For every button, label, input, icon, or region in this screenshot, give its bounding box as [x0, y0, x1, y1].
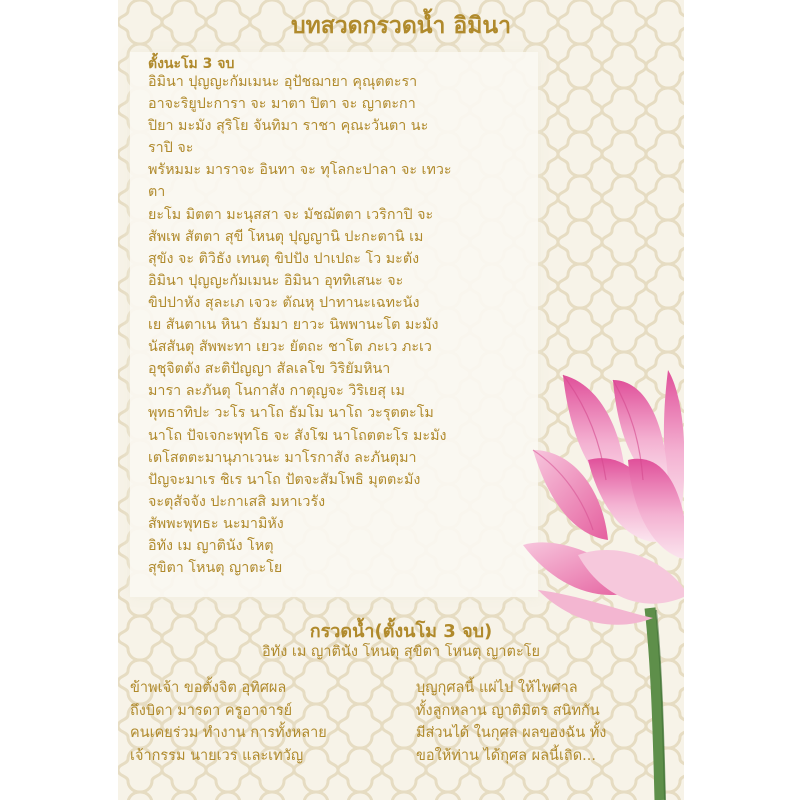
verse-line: สัพพะพุทธะ นะมามิหัง [148, 515, 284, 532]
poem-left-column [130, 677, 327, 767]
poem-line: คนเคยร่วม ทำงาน การทั้งหลาย [130, 725, 327, 741]
verse-line: สุขิตา โหนตุ ญาตะโย [148, 560, 283, 577]
poem-line: ขอให้ท่าน ได้กุศล ผลนี้เถิด... [416, 747, 596, 764]
verse-line: นาโถ ปัจเจกะพุทโธ จะ สังโฆ นาโถตตะโร มะมัง [148, 427, 447, 444]
poem-right-column [416, 677, 606, 767]
verse-line: อิมินา ปุญญะกัมเมนะ อุปัชฌายา คุณุตตะรา [148, 74, 418, 90]
verse-line: ปัญจะมาเร ชิเร นาโถ ปัตจะสัมโพธิ มุตตะมัง [148, 471, 421, 488]
verse-line: พุทธาทิปะ วะโร นาโถ ธัมโม นาโถ วะรุตตะโม [148, 405, 434, 422]
verse-line: มารา ละภันตุ โนกาสัง กาตุญจะ วิริเยสุ เม [148, 383, 405, 400]
verse-line: ราปิ จะ [148, 140, 194, 157]
verse-line: ขิปปาหัง สุละเภ เจวะ ตัณหุ ปาทานะเฉทะนัง [148, 294, 420, 311]
verse-list [148, 71, 548, 579]
verse-line: เตโสตตะมานุภาเวนะ มาโรกาสัง ละภันตุมา [148, 449, 417, 466]
namo-instruction: ตั้งนะโม 3 จบ [148, 56, 235, 72]
poem-line: มีส่วนได้ ในกุศล ผลของฉัน ทั้ง [416, 725, 607, 741]
page-title: บทสวดกรวดน้ำ อิมินา [290, 13, 512, 39]
verse-line: ปิยา มะมัง สุริโย จันทิมา ราชา คุณะวันตา นะ [148, 118, 429, 135]
poem-line: เจ้ากรรม นายเวร และเทวัญ [130, 747, 304, 764]
verse-line: ยะโม มิตตา มะนุสสา จะ มัชฌัตตา เวริกาปิ จะ [148, 206, 434, 223]
poem-line: ทั้งลูกหลาน ญาติมิตร สนิทกัน [416, 702, 600, 719]
verse-line: สุขัง จะ ติวิธัง เทนตุ ขิปปัง ปาเปถะ โว มะตัง [148, 250, 420, 267]
verse-line: จะตุสัจจัง ปะกาเสสิ มหาเวรัง [148, 493, 326, 510]
verse-line: ตา [148, 184, 166, 201]
poem-line: บุญกุศลนี้ แผ่ไป ให้ไพศาล [416, 680, 578, 696]
verse-line: อาจะริยูปะการา จะ มาตา ปิตา จะ ญาตะกา [148, 96, 416, 113]
section-title: กรวดน้ำ(ตั้งนโม 3 จบ) [309, 621, 493, 642]
verse-line: นัสสันตุ สัพพะทา เยวะ ยัตถะ ชาโต ภะเว ภะเว [148, 339, 432, 356]
verse-line: สัพเพ สัตตา สุขี โหนตุ ปุญญานิ ปะกะตานิ เม [148, 228, 424, 245]
verse-line: อิทัง เม ญาตินัง โหตุ [148, 537, 274, 554]
prayer-card [118, 0, 684, 800]
verse-line: อิมินา ปุญญะกัมเมนะ อิมินา อุททิเสนะ จะ [148, 272, 404, 289]
verse-line: อุชุจิตตัง สะติปัญญา สัลเลโข วิริยัมหินา [148, 361, 391, 378]
poem-line: ข้าพเจ้า ขอตั้งจิต อุทิศผล [130, 680, 287, 696]
section-chant-line: อิทัง เม ญาตินัง โหนตุ สุขิตา โหนตุ ญาตะโย [261, 644, 541, 660]
verse-line: เย สันตาเน หินา ธัมมา ยาวะ นิพพานะโต มะมัง [148, 317, 439, 334]
poem-line: ถึงบิดา มารดา ครูอาจารย์ [130, 702, 293, 719]
verse-line: พรัหมมะ มาราจะ อินทา จะ ทุโลกะปาลา จะ เทวะ [148, 162, 452, 179]
